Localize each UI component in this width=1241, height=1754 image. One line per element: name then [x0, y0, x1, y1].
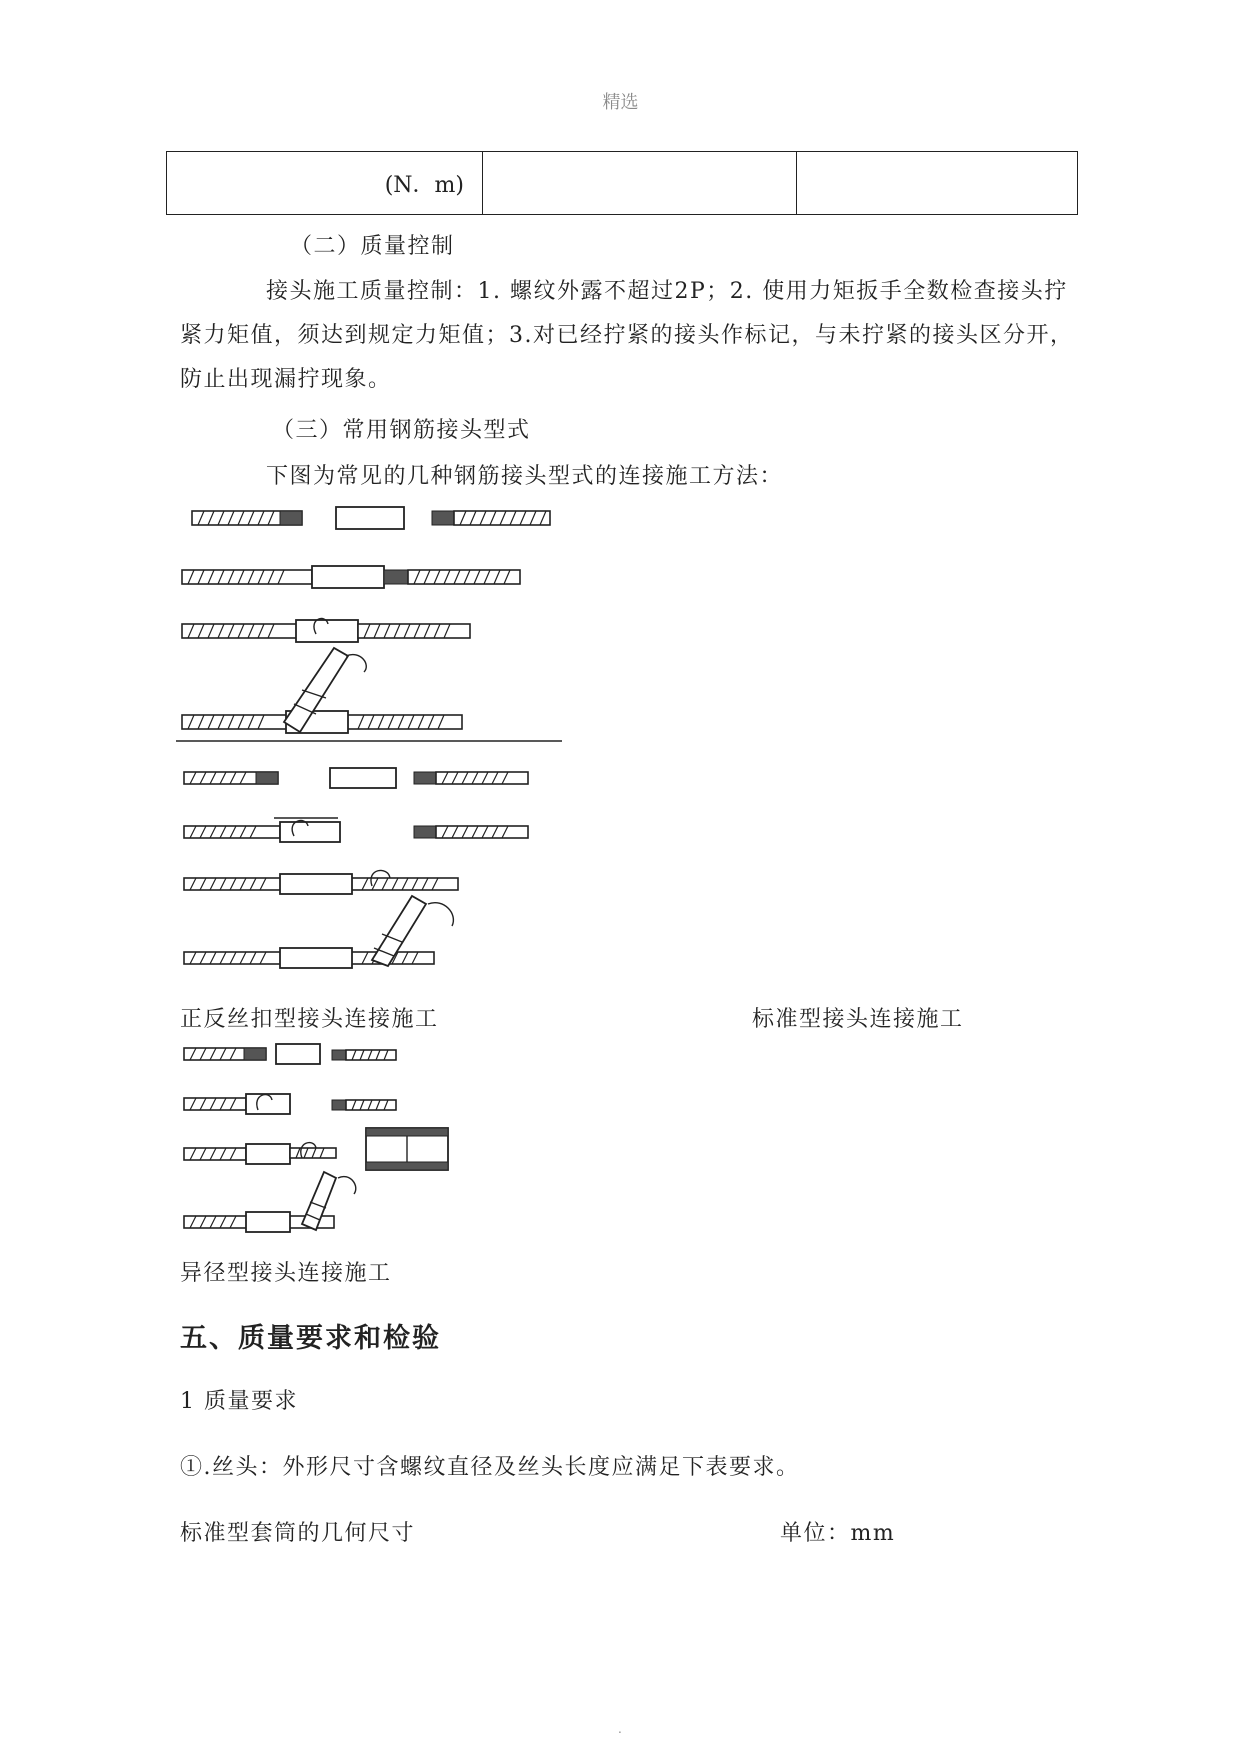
section-heading-joint-types: （三）常用钢筋接头型式	[272, 418, 531, 443]
table-row	[167, 152, 1078, 215]
figure-reverse-thread-joint	[176, 500, 566, 745]
table-unit: 单位：mm	[780, 1521, 896, 1546]
page-header-watermark: 精选	[602, 92, 639, 113]
rebar-row-3	[184, 870, 458, 894]
quality-control-paragraph	[180, 270, 1080, 402]
quality-requirements-label: 1 质量要求	[180, 1389, 298, 1414]
footer-mark: .	[618, 1722, 622, 1736]
rebar-row-3	[184, 1143, 336, 1164]
quality-control-text: 接头施工质量控制：1. 螺纹外露不超过2P；2. 使用力矩扳手全数检查接头拧紧力矩值，须达到规定力矩值；3.对已经拧紧的接头作标记，与未拧紧的接头区分开，防止出现漏拧现象。	[180, 279, 1074, 392]
rebar-row-2	[184, 818, 528, 842]
table-cell	[483, 152, 797, 215]
rebar-row-4-wrench	[184, 896, 453, 968]
rebar-row-2	[182, 566, 520, 588]
figure-reducer-joint	[176, 1040, 466, 1240]
rebar-row-2	[184, 1094, 396, 1114]
torque-table-fragment	[166, 151, 1078, 215]
table-title: 标准型套筒的几何尺寸	[180, 1521, 416, 1546]
section-heading-quality-requirements: 五、质量要求和检验	[180, 1323, 441, 1354]
rebar-row-1	[192, 507, 550, 529]
table-cell-unit: (N．m)	[167, 152, 483, 215]
rebar-row-4-wrench	[184, 1172, 356, 1232]
section-heading-quality-control: （二）质量控制	[290, 234, 455, 259]
figure-intro-text: 下图为常见的几种钢筋接头型式的连接施工方法：	[266, 464, 784, 489]
rebar-row-4-wrench	[182, 648, 462, 733]
rebar-row-1	[184, 768, 528, 788]
rebar-row-1	[184, 1044, 396, 1064]
rebar-row-3	[182, 619, 470, 642]
caption-standard-joint: 标准型接头连接施工	[752, 1007, 964, 1032]
caption-reverse-thread-joint: 正反丝扣型接头连接施工	[180, 1007, 439, 1032]
caption-reducer-joint: 异径型接头连接施工	[180, 1261, 392, 1286]
thread-head-requirement: ①.丝头：外形尺寸含螺纹直径及丝头长度应满足下表要求。	[180, 1455, 800, 1480]
table-cell	[797, 152, 1078, 215]
figure-standard-joint	[176, 756, 556, 976]
sleeve-cross-section	[366, 1128, 448, 1170]
